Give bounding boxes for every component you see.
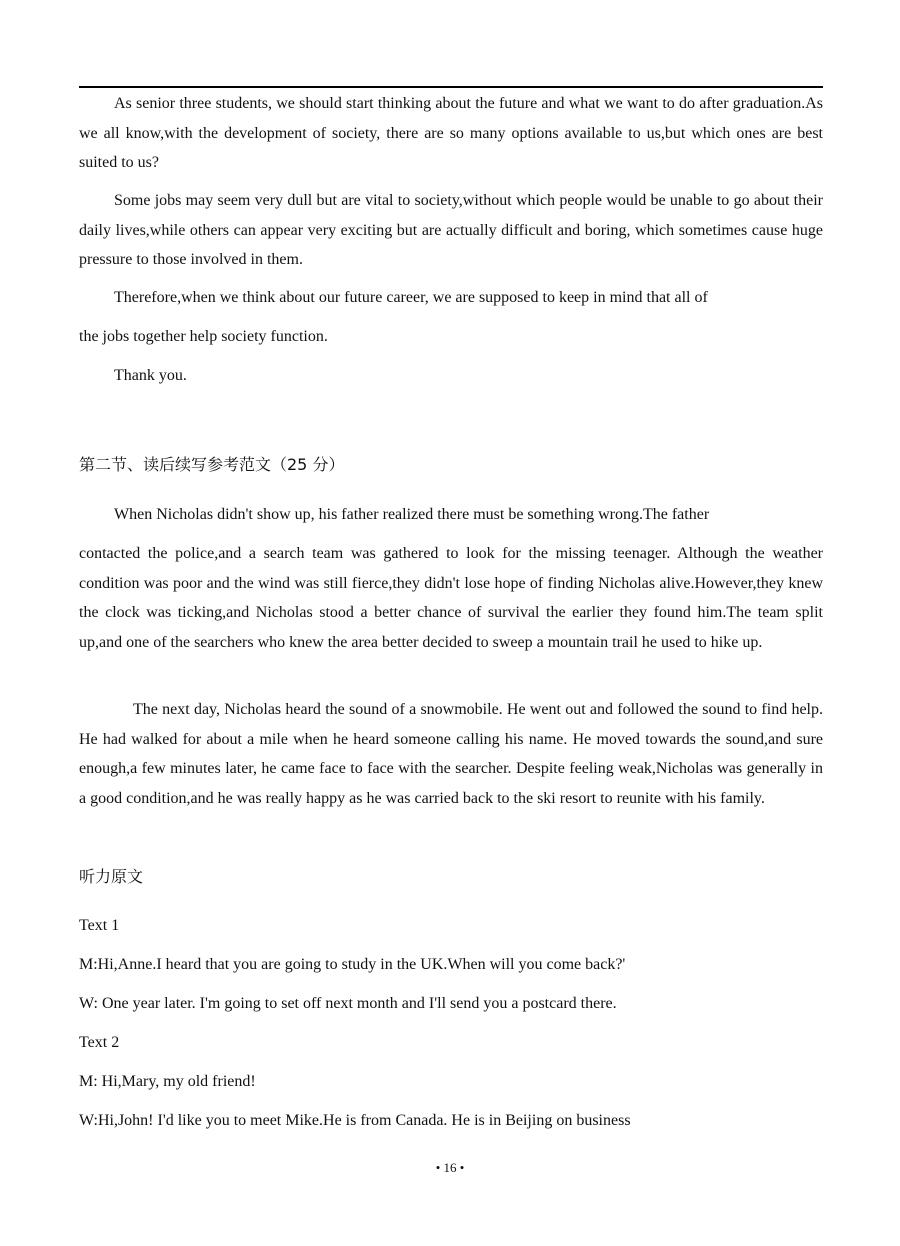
text-2-woman-line: W:Hi,John! I'd like you to meet Mike.He is from Canada. He is in Beijing on business [79, 1112, 631, 1129]
text-2-label: Text 2 [79, 1034, 120, 1051]
page-number: • 16 • [435, 1160, 465, 1175]
continuation-paragraph-1-line-1: When Nicholas didn't show up, his father realized there must be something wrong.The father [114, 506, 710, 523]
continuation-paragraph-2: The next day, Nicholas heard the sound of a snowmobile. He went out and followed the sound to find help. He had walked for about a mile when he heard someone calling his name. He moved towards the sound,and sure enough,a few minutes later, he came face to face with the searcher. Despite feeling weak,Nicholas was generally in a good condition,and he was really happy as he was carried back to the ski resort to reunite with his family. [79, 701, 823, 807]
section-2-heading: 第二节、读后续写参考范文（25 分） [79, 455, 345, 474]
essay-closing: Thank you. [114, 367, 187, 384]
text-1-woman-line: W: One year later. I'm going to set off next month and I'll send you a postcard there. [79, 995, 617, 1012]
essay-paragraph-3-line-2: the jobs together help society function. [79, 328, 328, 345]
essay-paragraph-1: As senior three students, we should start thinking about the future and what we want to do after graduation.As we all know,with the development of society, there are so many options available to us,but which ones are best suited to us? [79, 95, 823, 171]
top-rule [79, 86, 823, 88]
text-2-man-line: M: Hi,Mary, my old friend! [79, 1073, 256, 1090]
text-1-man-line: M:Hi,Anne.I heard that you are going to study in the UK.When will you come back?' [79, 956, 626, 973]
continuation-paragraph-1: contacted the police,and a search team was gathered to look for the missing teenager. Although the weather condition was poor and the wind was still fierce,they didn't lose hope of finding Nicholas alive.However,they knew the clock was ticking,and Nicholas stood a better chance of survival the earlier they found him.The team split up,and one of the searchers who knew the area better decided to sweep a mountain trail he used to hike up. [79, 545, 823, 651]
listening-heading: 听力原文 [79, 867, 144, 886]
essay-paragraph-2: Some jobs may seem very dull but are vital to society,without which people would be unable to go about their daily lives,while others can appear very exciting but are actually difficult and boring, which sometimes cause huge pressure to those involved in them. [79, 192, 823, 268]
essay-paragraph-3-line-1: Therefore,when we think about our future career, we are supposed to keep in mind that all of [114, 289, 708, 306]
text-1-label: Text 1 [79, 917, 120, 934]
